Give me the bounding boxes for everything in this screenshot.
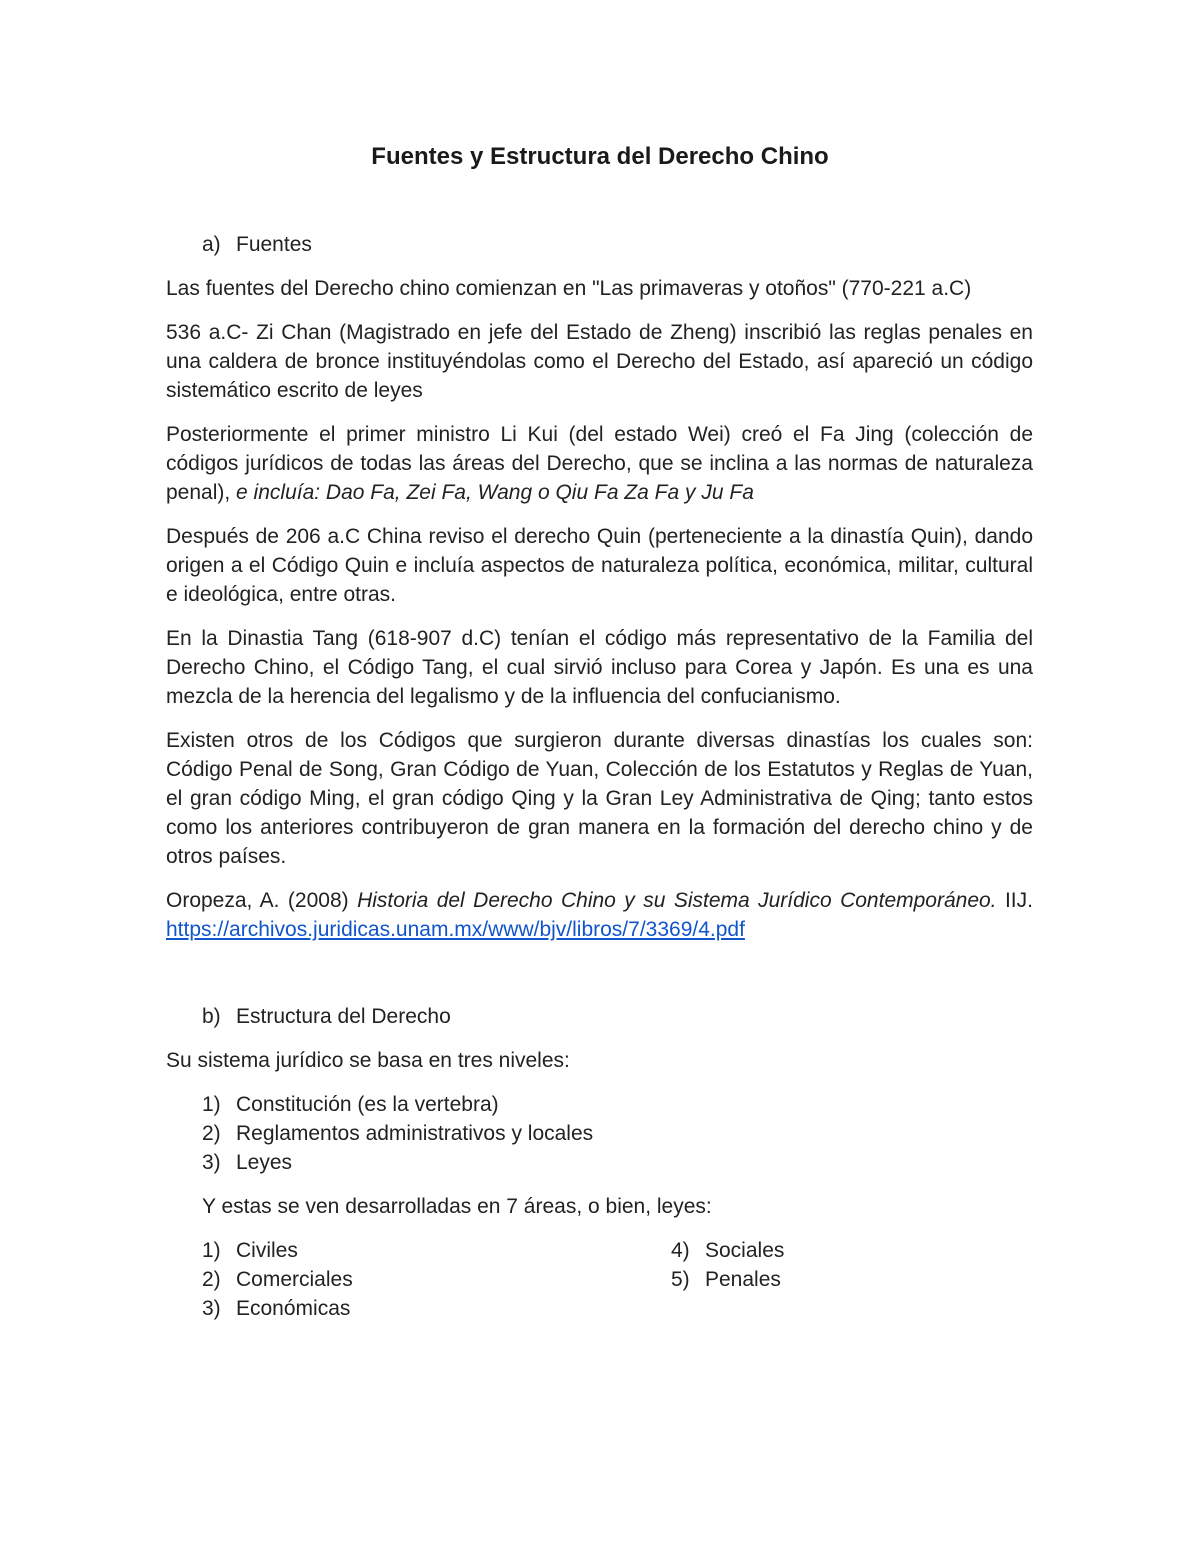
list-item bbox=[202, 1148, 1033, 1177]
areas-column-1 bbox=[166, 1236, 671, 1323]
paragraph-zi-chan: 536 a.C- Zi Chan (Magistrado en jefe del Estado de Zheng) inscribió las reglas penales en una caldera de bronce instituyéndolas como el Derecho del Estado, así apareció un código sistemático escrito de leyes bbox=[166, 321, 1033, 402]
paragraph-li-kui bbox=[166, 420, 1033, 507]
section-b-heading bbox=[202, 1002, 1033, 1031]
document-body bbox=[166, 230, 1033, 1323]
section-b-marker: b) bbox=[202, 1005, 221, 1028]
list-item bbox=[202, 1090, 1033, 1119]
list-item bbox=[671, 1236, 1033, 1265]
list-text: Comerciales bbox=[236, 1268, 353, 1291]
list-marker: 1) bbox=[202, 1093, 221, 1116]
areas-column-2 bbox=[671, 1236, 1033, 1323]
reference-title: Historia del Derecho Chino y su Sistema Jurídico Contemporáneo. bbox=[357, 889, 997, 912]
list-marker: 4) bbox=[671, 1239, 690, 1262]
list-text: Constitución (es la vertebra) bbox=[236, 1093, 499, 1116]
areas-intro: Y estas se ven desarrolladas en 7 áreas, o bien, leyes: bbox=[202, 1195, 712, 1218]
list-text: Civiles bbox=[236, 1239, 298, 1262]
list-marker: 2) bbox=[202, 1122, 221, 1145]
list-marker: 3) bbox=[202, 1151, 221, 1174]
section-a-heading bbox=[202, 230, 1033, 259]
section-b-title: Estructura del Derecho bbox=[236, 1005, 451, 1028]
list-item bbox=[202, 1265, 671, 1294]
list-text: Penales bbox=[705, 1268, 781, 1291]
levels-list bbox=[202, 1090, 1033, 1177]
list-marker: 5) bbox=[671, 1268, 690, 1291]
paragraph-origins: Las fuentes del Derecho chino comienzan en "Las primaveras y otoños" (770-221 a.C) bbox=[166, 277, 972, 300]
section-a-title: Fuentes bbox=[236, 233, 312, 256]
paragraph-other-codes: Existen otros de los Códigos que surgieron durante diversas dinastías los cuales son: Código Penal de Song, Gran Código de Yuan, Colección de los Estatutos y Reglas de Yuan, el gran código Ming, el gran código Qing y la Gran Ley Administrativa de Qing; tanto estos como los anteriores contribuyeron de gran manera en la formación del derecho chino y de otros países. bbox=[166, 729, 1033, 868]
areas-list bbox=[166, 1236, 1033, 1323]
levels-intro: Su sistema jurídico se basa en tres niveles: bbox=[166, 1049, 570, 1072]
list-marker: 3) bbox=[202, 1297, 221, 1320]
list-text: Leyes bbox=[236, 1151, 293, 1174]
list-marker: 1) bbox=[202, 1239, 221, 1262]
reference-link[interactable]: https://archivos.juridicas.unam.mx/www/bjv/libros/7/3369/4.pdf bbox=[166, 918, 745, 941]
reference-author: Oropeza, A. (2008) bbox=[166, 889, 358, 912]
list-text: Reglamentos administrativos y locales bbox=[236, 1122, 594, 1145]
list-text: Económicas bbox=[236, 1297, 351, 1320]
list-item bbox=[202, 1119, 1033, 1148]
paragraph-li-kui-italic: e incluía: Dao Fa, Zei Fa, Wang o Qiu Fa Za Fa y Ju Fa bbox=[236, 481, 754, 504]
document-title: Fuentes y Estructura del Derecho Chino bbox=[371, 143, 829, 170]
reference bbox=[166, 886, 1033, 944]
list-item bbox=[671, 1265, 1033, 1294]
paragraph-li-kui-text: Posteriormente el primer ministro Li Kui (del estado Wei) creó el Fa Jing (colección de códigos jurídicos de todas las áreas del Derecho, que se inclina a las normas de naturaleza penal), bbox=[166, 423, 1033, 504]
list-item bbox=[202, 1294, 671, 1323]
reference-publisher: IIJ. bbox=[1004, 889, 1033, 912]
section-a-marker: a) bbox=[202, 233, 221, 256]
paragraph-quin: Después de 206 a.C China reviso el derecho Quin (perteneciente a la dinastía Quin), dando origen a el Código Quin e incluía aspectos de naturaleza política, económica, militar, cultural e ideológica, entre otras. bbox=[166, 525, 1033, 606]
paragraph-tang: En la Dinastia Tang (618-907 d.C) tenían el código más representativo de la Familia del Derecho Chino, el Código Tang, el cual sirvió incluso para Corea y Japón. Es una es una mezcla de la herencia del legalismo y de la influencia del confucianismo. bbox=[166, 627, 1033, 708]
list-item bbox=[202, 1236, 671, 1265]
list-text: Sociales bbox=[705, 1239, 785, 1262]
list-marker: 2) bbox=[202, 1268, 221, 1291]
reference-line-1 bbox=[166, 886, 1033, 915]
